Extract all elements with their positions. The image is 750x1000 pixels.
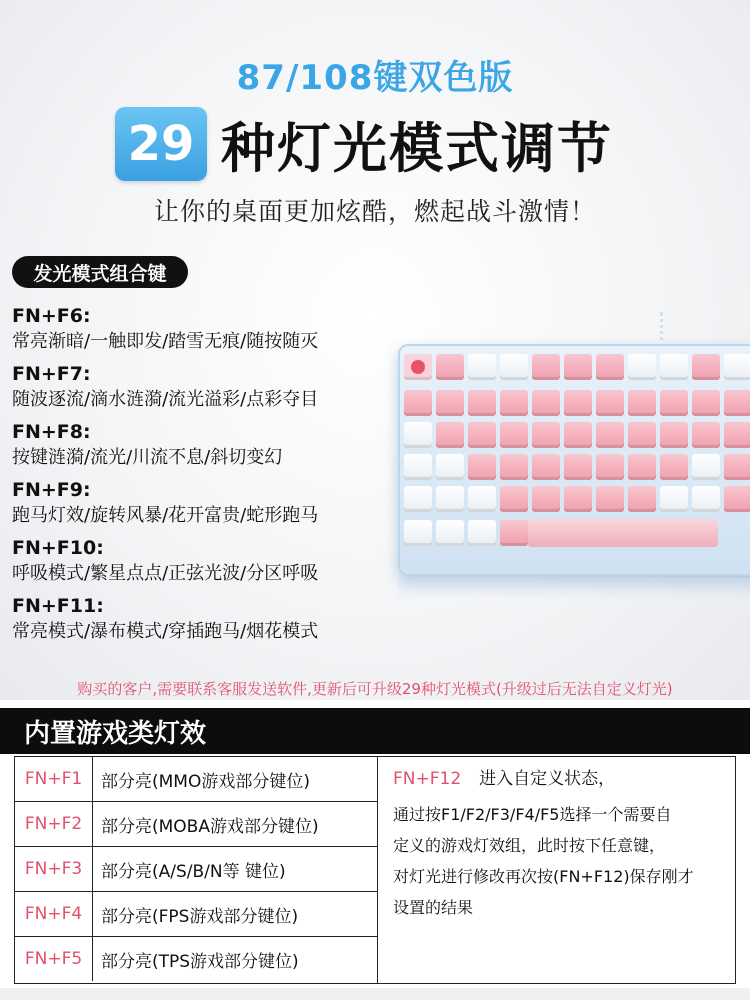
keycap: [692, 486, 720, 512]
instruction-line: 设置的结果: [393, 898, 474, 917]
effect-desc: 部分亮(FPS游戏部分键位): [101, 906, 299, 927]
fn-key: FN+F2: [15, 802, 93, 846]
keycap: [436, 422, 464, 448]
built-in-effects-table: [14, 756, 736, 984]
mode-key: FN+F6:: [12, 305, 91, 327]
keycap: [692, 354, 720, 380]
instruction-line: 对灯光进行修改再次按(FN+F12)保存刚才: [393, 867, 694, 886]
table-row: [15, 802, 377, 847]
keycap: [628, 422, 656, 448]
upgrade-notice: 购买的客户,需要联系客服发送软件,更新后可升级29种灯光模式(升级过后无法自定义灯光): [77, 680, 673, 698]
fn-key: FN+F4: [15, 892, 93, 936]
mode-key: FN+F7:: [12, 363, 91, 385]
keycap: [436, 454, 464, 480]
keycap: [532, 454, 560, 480]
keycap: [404, 354, 432, 380]
table-row: [15, 757, 377, 802]
keycap: [564, 486, 592, 512]
effect-desc: 部分亮(TPS游戏部分键位): [101, 951, 299, 972]
mode-key: FN+F10:: [12, 537, 104, 559]
keycap: [628, 486, 656, 512]
mode-item: [12, 477, 392, 529]
keycap: [532, 354, 560, 380]
keycap: [596, 486, 624, 512]
keycap: [724, 454, 750, 480]
keycap: [596, 422, 624, 448]
keycap: [564, 454, 592, 480]
mode-desc: 按键涟漪/流光/川流不息/斜切变幻: [12, 447, 283, 468]
keycap: [532, 486, 560, 512]
keycap: [436, 354, 464, 380]
keycap: [628, 354, 656, 380]
keycap: [468, 422, 496, 448]
edition-subtitle: 87/108键双色版: [236, 58, 514, 98]
mode-item: [12, 535, 392, 587]
keycap: [532, 390, 560, 416]
keycap: [724, 354, 750, 380]
built-in-effects-header: 内置游戏类灯效: [0, 708, 750, 754]
fn12-key: FN+F12: [393, 769, 462, 789]
keycap: [628, 390, 656, 416]
mode-count-badge: 29: [115, 107, 207, 181]
keycap: [724, 390, 750, 416]
keycap: [692, 422, 720, 448]
keycap: [500, 354, 528, 380]
keycap: [660, 422, 688, 448]
keycap: [468, 390, 496, 416]
effect-desc: 部分亮(MMO游戏部分键位): [101, 771, 310, 792]
keycap: [436, 486, 464, 512]
table-row: [15, 937, 377, 982]
keycap: [724, 422, 750, 448]
custom-mode-title: [393, 765, 723, 793]
keycap: [500, 422, 528, 448]
keyboard-body: [398, 344, 750, 576]
keycap: [500, 520, 528, 546]
instruction-line: 通过按F1/F2/F3/F4/F5选择一个需要自: [393, 805, 672, 824]
keycap: [692, 390, 720, 416]
custom-mode-heading: 进入自定义状态，: [479, 769, 616, 789]
keycap: [404, 520, 432, 546]
mode-desc: 常亮渐暗/一触即发/踏雪无痕/随按随灭: [12, 331, 319, 352]
sakura-icon: [411, 360, 425, 374]
table-row: [15, 847, 377, 892]
mode-key: FN+F9:: [12, 479, 91, 501]
keycap: [404, 486, 432, 512]
mode-desc: 呼吸模式/繁星点点/正弦光波/分区呼吸: [12, 563, 319, 584]
table-row: [15, 892, 377, 937]
keycap: [404, 390, 432, 416]
bottom-strip: [0, 988, 750, 1000]
fn-key: FN+F5: [15, 937, 93, 981]
preset-column: [15, 757, 378, 983]
title-text: 种灯光模式调节: [221, 116, 613, 180]
keycap: [564, 354, 592, 380]
keycap: [564, 422, 592, 448]
keycap: [596, 354, 624, 380]
keycap: [532, 422, 560, 448]
keycap: [468, 454, 496, 480]
keycap: [468, 354, 496, 380]
space-bar-keycap: [528, 519, 718, 547]
keycap: [468, 520, 496, 546]
main-title: [115, 105, 613, 183]
mode-item: [12, 419, 392, 471]
fn-key: FN+F3: [15, 847, 93, 891]
keycap: [660, 390, 688, 416]
keycap: [500, 390, 528, 416]
keycap: [660, 454, 688, 480]
instruction-line: 定义的游戏灯效组，此时按下任意键，: [393, 836, 666, 855]
keycap: [404, 454, 432, 480]
combo-keys-badge: 发光模式组合键: [12, 256, 188, 288]
custom-mode-panel: [393, 765, 723, 923]
mode-item: [12, 593, 392, 645]
effect-desc: 部分亮(A/S/B/N等 键位): [101, 861, 286, 882]
mode-desc: 常亮模式/瀑布模式/穿插跑马/烟花模式: [12, 621, 319, 642]
keycap: [468, 486, 496, 512]
keycap: [724, 486, 750, 512]
keycap: [436, 390, 464, 416]
mode-item: [12, 361, 392, 413]
mode-item: [12, 303, 392, 355]
mode-desc: 随波逐流/滴水涟漪/流光溢彩/点彩夺目: [12, 389, 319, 410]
effect-desc: 部分亮(MOBA游戏部分键位): [101, 816, 319, 837]
keycap: [660, 354, 688, 380]
keycap: [596, 390, 624, 416]
keycap: [660, 486, 688, 512]
fn-key: FN+F1: [15, 757, 93, 801]
keycap: [564, 390, 592, 416]
keyboard-photo: [398, 340, 750, 590]
keycap: [692, 454, 720, 480]
keycap: [404, 422, 432, 448]
keycap: [500, 454, 528, 480]
keyboard-cable: [660, 312, 671, 348]
custom-mode-instructions: [393, 799, 723, 923]
keyboard-reflection: [398, 578, 750, 600]
keycap: [500, 486, 528, 512]
mode-desc: 跑马灯效/旋转风暴/花开富贵/蛇形跑马: [12, 505, 319, 526]
keycap: [436, 520, 464, 546]
lighting-mode-list: [12, 303, 392, 651]
mode-key: FN+F8:: [12, 421, 91, 443]
keycap: [596, 454, 624, 480]
mode-key: FN+F11:: [12, 595, 104, 617]
slogan: 让你的桌面更加炫酷，燃起战斗激情！: [153, 197, 596, 226]
keycap: [628, 454, 656, 480]
